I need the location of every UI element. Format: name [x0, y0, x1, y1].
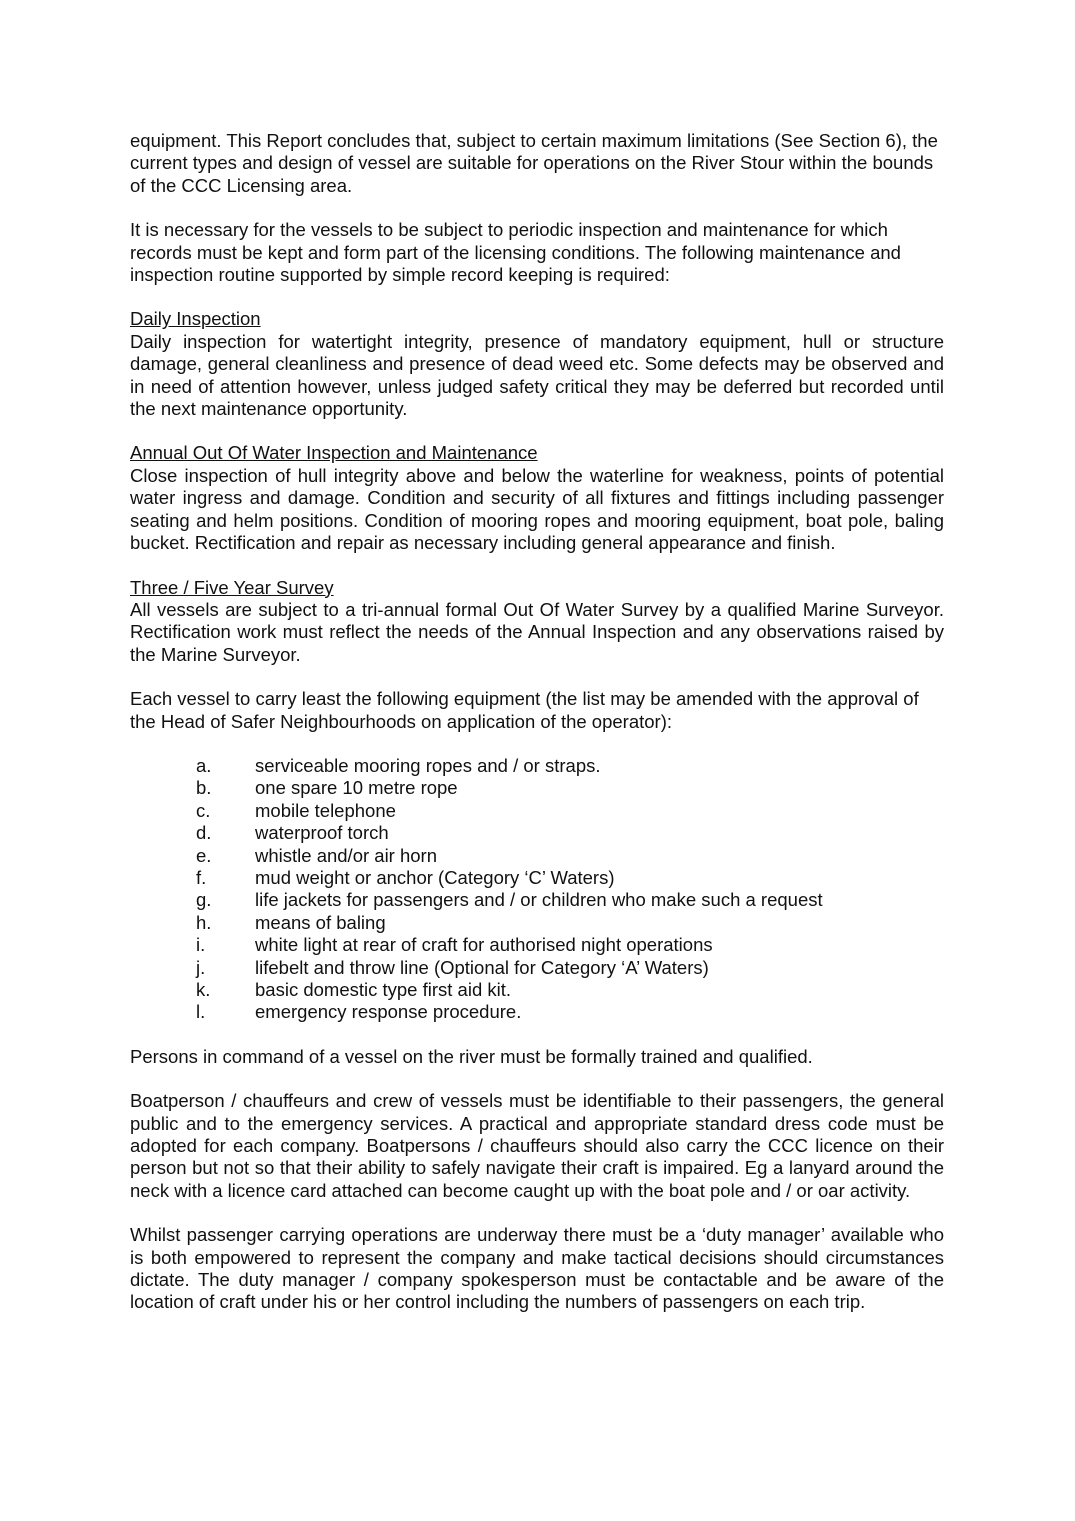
- section-heading: Annual Out Of Water Inspection and Maintenance: [130, 442, 538, 464]
- list-item: [130, 912, 944, 934]
- section-three-five-year-survey: [130, 577, 944, 667]
- list-marker: h.: [196, 911, 212, 933]
- list-marker: g.: [196, 889, 212, 911]
- list-item: [130, 934, 944, 956]
- list-marker: k.: [196, 979, 211, 1000]
- closing-paragraph-1: Persons in command of a vessel on the river must be formally trained and qualified.: [130, 1045, 813, 1067]
- list-item-text: whistle and/or air horn: [255, 844, 438, 866]
- intro-paragraph-1: equipment. This Report concludes that, subject to certain maximum limitations (See Section 6), the current types and design of vessel are suitable for operations on the River Stour within the bounds of the CCC Licensing area.: [130, 130, 938, 196]
- list-item: [130, 822, 944, 844]
- list-marker: j.: [196, 956, 206, 978]
- section-annual-inspection: [130, 442, 944, 554]
- equipment-intro: Each vessel to carry least the following equipment (the list may be amended with the approval of the Head of Safer Neighbourhoods on application of the operator):: [130, 688, 919, 732]
- list-marker: b.: [196, 777, 212, 799]
- list-marker: c.: [196, 799, 211, 821]
- list-item-text: serviceable mooring ropes and / or straps.: [255, 754, 601, 776]
- list-item-text: lifebelt and throw line (Optional for Category ‘A’ Waters): [255, 956, 709, 978]
- section-body: Daily inspection for watertight integrity, presence of mandatory equipment, hull or structure damage, general cleanliness and presence of dead weed etc. Some defects may be observed and in need of attention however, unless judged safety critical they may be deferred but recorded until the next maintenance opportunity.: [130, 330, 944, 420]
- list-item-text: one spare 10 metre rope: [255, 777, 458, 799]
- list-item: [130, 845, 944, 867]
- list-item: [130, 957, 944, 979]
- list-item: [130, 889, 944, 911]
- list-item-text: mud weight or anchor (Category ‘C’ Waters): [255, 866, 615, 888]
- section-heading: Three / Five Year Survey: [130, 576, 334, 598]
- list-marker: f.: [196, 866, 207, 888]
- closing-paragraph-3: Whilst passenger carrying operations are underway there must be a ‘duty manager’ available who is both empowered to represent the company and make tactical decisions should circumstances dictate. The duty manager / company spokesperson must be contactable and be aware of the location of craft under his or her control including the numbers of passengers on each trip.: [130, 1224, 944, 1313]
- list-item: [130, 777, 944, 799]
- list-item-text: means of baling: [255, 911, 386, 933]
- list-marker: e.: [196, 844, 212, 866]
- list-item-text: life jackets for passengers and / or children who make such a request: [255, 889, 823, 911]
- list-item-text: emergency response procedure.: [255, 1001, 522, 1023]
- list-item: [130, 1001, 944, 1023]
- list-item: [130, 867, 944, 889]
- list-marker: d.: [196, 822, 212, 844]
- intro-paragraph-2: It is necessary for the vessels to be subject to periodic inspection and maintenance for which records must be kept and form part of the licensing conditions. The following maintenance and inspection routine supported by simple record keeping is required:: [130, 219, 901, 286]
- list-item: [130, 979, 944, 1001]
- list-item-text: waterproof torch: [255, 822, 389, 844]
- list-item-text: basic domestic type first aid kit.: [255, 979, 512, 1000]
- list-marker: i.: [196, 934, 206, 956]
- list-item: [130, 755, 944, 777]
- equipment-list: [130, 755, 944, 1024]
- section-heading: Daily Inspection: [130, 308, 261, 330]
- section-body: All vessels are subject to a tri-annual formal Out Of Water Survey by a qualified Marine Surveyor. Rectification work must reflect the needs of the Annual Inspection and any observations raised by the Marine Surveyor.: [130, 598, 944, 665]
- list-item-text: white light at rear of craft for authorised night operations: [255, 934, 713, 956]
- list-item-text: mobile telephone: [255, 799, 396, 821]
- list-item: [130, 800, 944, 822]
- list-marker: a.: [196, 754, 212, 776]
- closing-paragraph-2: Boatperson / chauffeurs and crew of vessels must be identifiable to their passengers, the general public and to the emergency services. A practical and appropriate standard dress code must be adopted for each company. Boatpersons / chauffeurs should also carry the CCC licence on their person but not so that their ability to safely navigate their craft is impaired. Eg a lanyard around the neck with a licence card attached can become caught up with the boat pole and / or oar activity.: [130, 1090, 944, 1201]
- document-page: [130, 130, 944, 1314]
- section-daily-inspection: [130, 308, 944, 420]
- section-body: Close inspection of hull integrity above and below the waterline for weakness, points of potential water ingress and damage. Condition and security of all fixtures and fittings including passenger seating and helm positions. Condition of mooring ropes and mooring equipment, boat pole, baling bucket. Rectification and repair as necessary including general appearance and finish.: [130, 464, 944, 554]
- list-marker: l.: [196, 1001, 206, 1023]
